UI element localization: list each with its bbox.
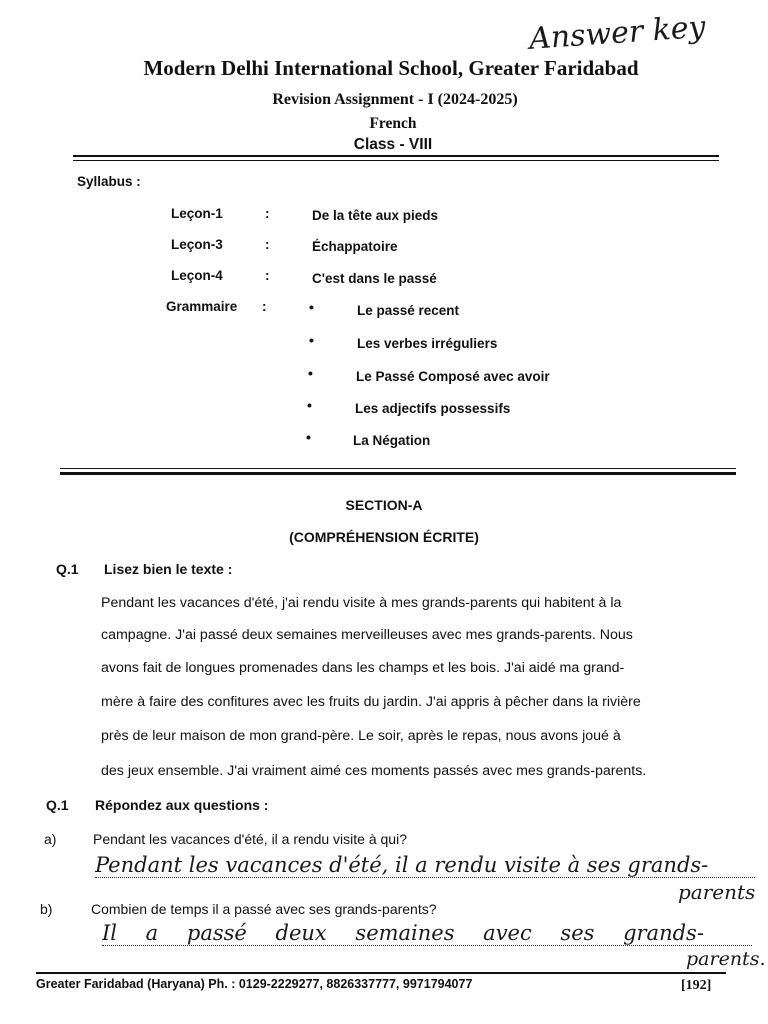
answer-b-line2: parents. [686, 948, 766, 970]
syllabus-label: Syllabus : [77, 174, 141, 189]
footer-rule [36, 972, 726, 974]
q1-answer-number: Q.1 [46, 797, 69, 813]
paragraph-line: mère à faire des confitures avec les fruits du jardin. J'ai appris à pêcher dans la rivière [101, 694, 641, 710]
lesson-4-name: Leçon-4 [171, 268, 223, 283]
lesson-3-name: Leçon-3 [171, 237, 223, 252]
section-subtitle: (COMPRÉHENSION ÉCRITE) [289, 529, 479, 545]
syllabus-rule-thin [60, 468, 736, 469]
paragraph-line: Pendant les vacances d'été, j'ai rendu visite à mes grands-parents qui habitent à la [101, 595, 622, 611]
grammar-item: Les verbes irréguliers [357, 336, 498, 351]
subject-title: French [369, 115, 417, 132]
grammar-colon: : [262, 299, 267, 314]
syllabus-rule-thick [60, 472, 736, 475]
lesson-1-title: De la tête aux pieds [312, 208, 439, 223]
question-a-label: a) [44, 831, 57, 847]
bullet-icon: • [307, 397, 312, 413]
school-name: Modern Delhi International School, Greater Faridabad [143, 56, 639, 80]
assignment-title: Revision Assignment - I (2024-2025) [272, 91, 518, 108]
grammar-label: Grammaire [166, 299, 238, 314]
footer-contact: Greater Faridabad (Haryana) Ph. : 0129-2229277, 8826337777, 9971794077 [36, 977, 473, 991]
paragraph-line: campagne. J'ai passé deux semaines merveilleuses avec mes grands-parents. Nous [101, 627, 633, 643]
lesson-3-title: Échappatoire [312, 239, 398, 254]
header-rule-thick [73, 155, 719, 157]
grammar-item: Les adjectifs possessifs [355, 401, 511, 416]
lesson-3-colon: : [265, 237, 270, 252]
bullet-icon: • [309, 332, 314, 348]
lesson-4-title: C'est dans le passé [312, 271, 437, 286]
answer-a-line2: parents [678, 880, 756, 904]
answer-a-line1: Pendant les vacances d'été, il a rendu visite à ses grands- [95, 853, 755, 878]
page-code: [192] [681, 978, 712, 993]
paragraph-line: près de leur maison de mon grand-père. Le soir, après le repas, nous avons joué à [101, 728, 621, 744]
section-title: SECTION-A [345, 497, 423, 513]
q1-number: Q.1 [56, 561, 79, 577]
paragraph-line: des jeux ensemble. J'ai vraiment aimé ces moments passés avec mes grands-parents. [101, 763, 647, 779]
lesson-4-colon: : [265, 268, 270, 283]
bullet-icon: • [309, 299, 314, 315]
header-rule-thin [73, 160, 719, 161]
bullet-icon: • [306, 429, 311, 445]
class-title: Class - VIII [353, 136, 433, 153]
paragraph-line: avons fait de longues promenades dans les champs et les bois. J'ai aidé ma grand- [101, 660, 625, 676]
grammar-item: La Négation [353, 433, 431, 448]
question-a-text: Pendant les vacances d'été, il a rendu visite à qui? [93, 831, 407, 847]
bullet-icon: • [308, 365, 313, 381]
grammar-item: Le Passé Composé avec avoir [356, 369, 550, 384]
lesson-1-name: Leçon-1 [171, 206, 223, 221]
question-b-label: b) [40, 901, 53, 917]
question-b-text: Combien de temps il a passé avec ses grands-parents? [91, 901, 437, 917]
q1-answer-instruction: Répondez aux questions : [95, 797, 269, 813]
handwritten-answer-key: Answer key [528, 9, 707, 57]
q1-instruction: Lisez bien le texte : [104, 561, 233, 577]
answer-b-line1: Il a passé deux semaines avec ses grands- [102, 921, 752, 946]
lesson-1-colon: : [265, 206, 270, 221]
grammar-item: Le passé recent [357, 303, 460, 318]
